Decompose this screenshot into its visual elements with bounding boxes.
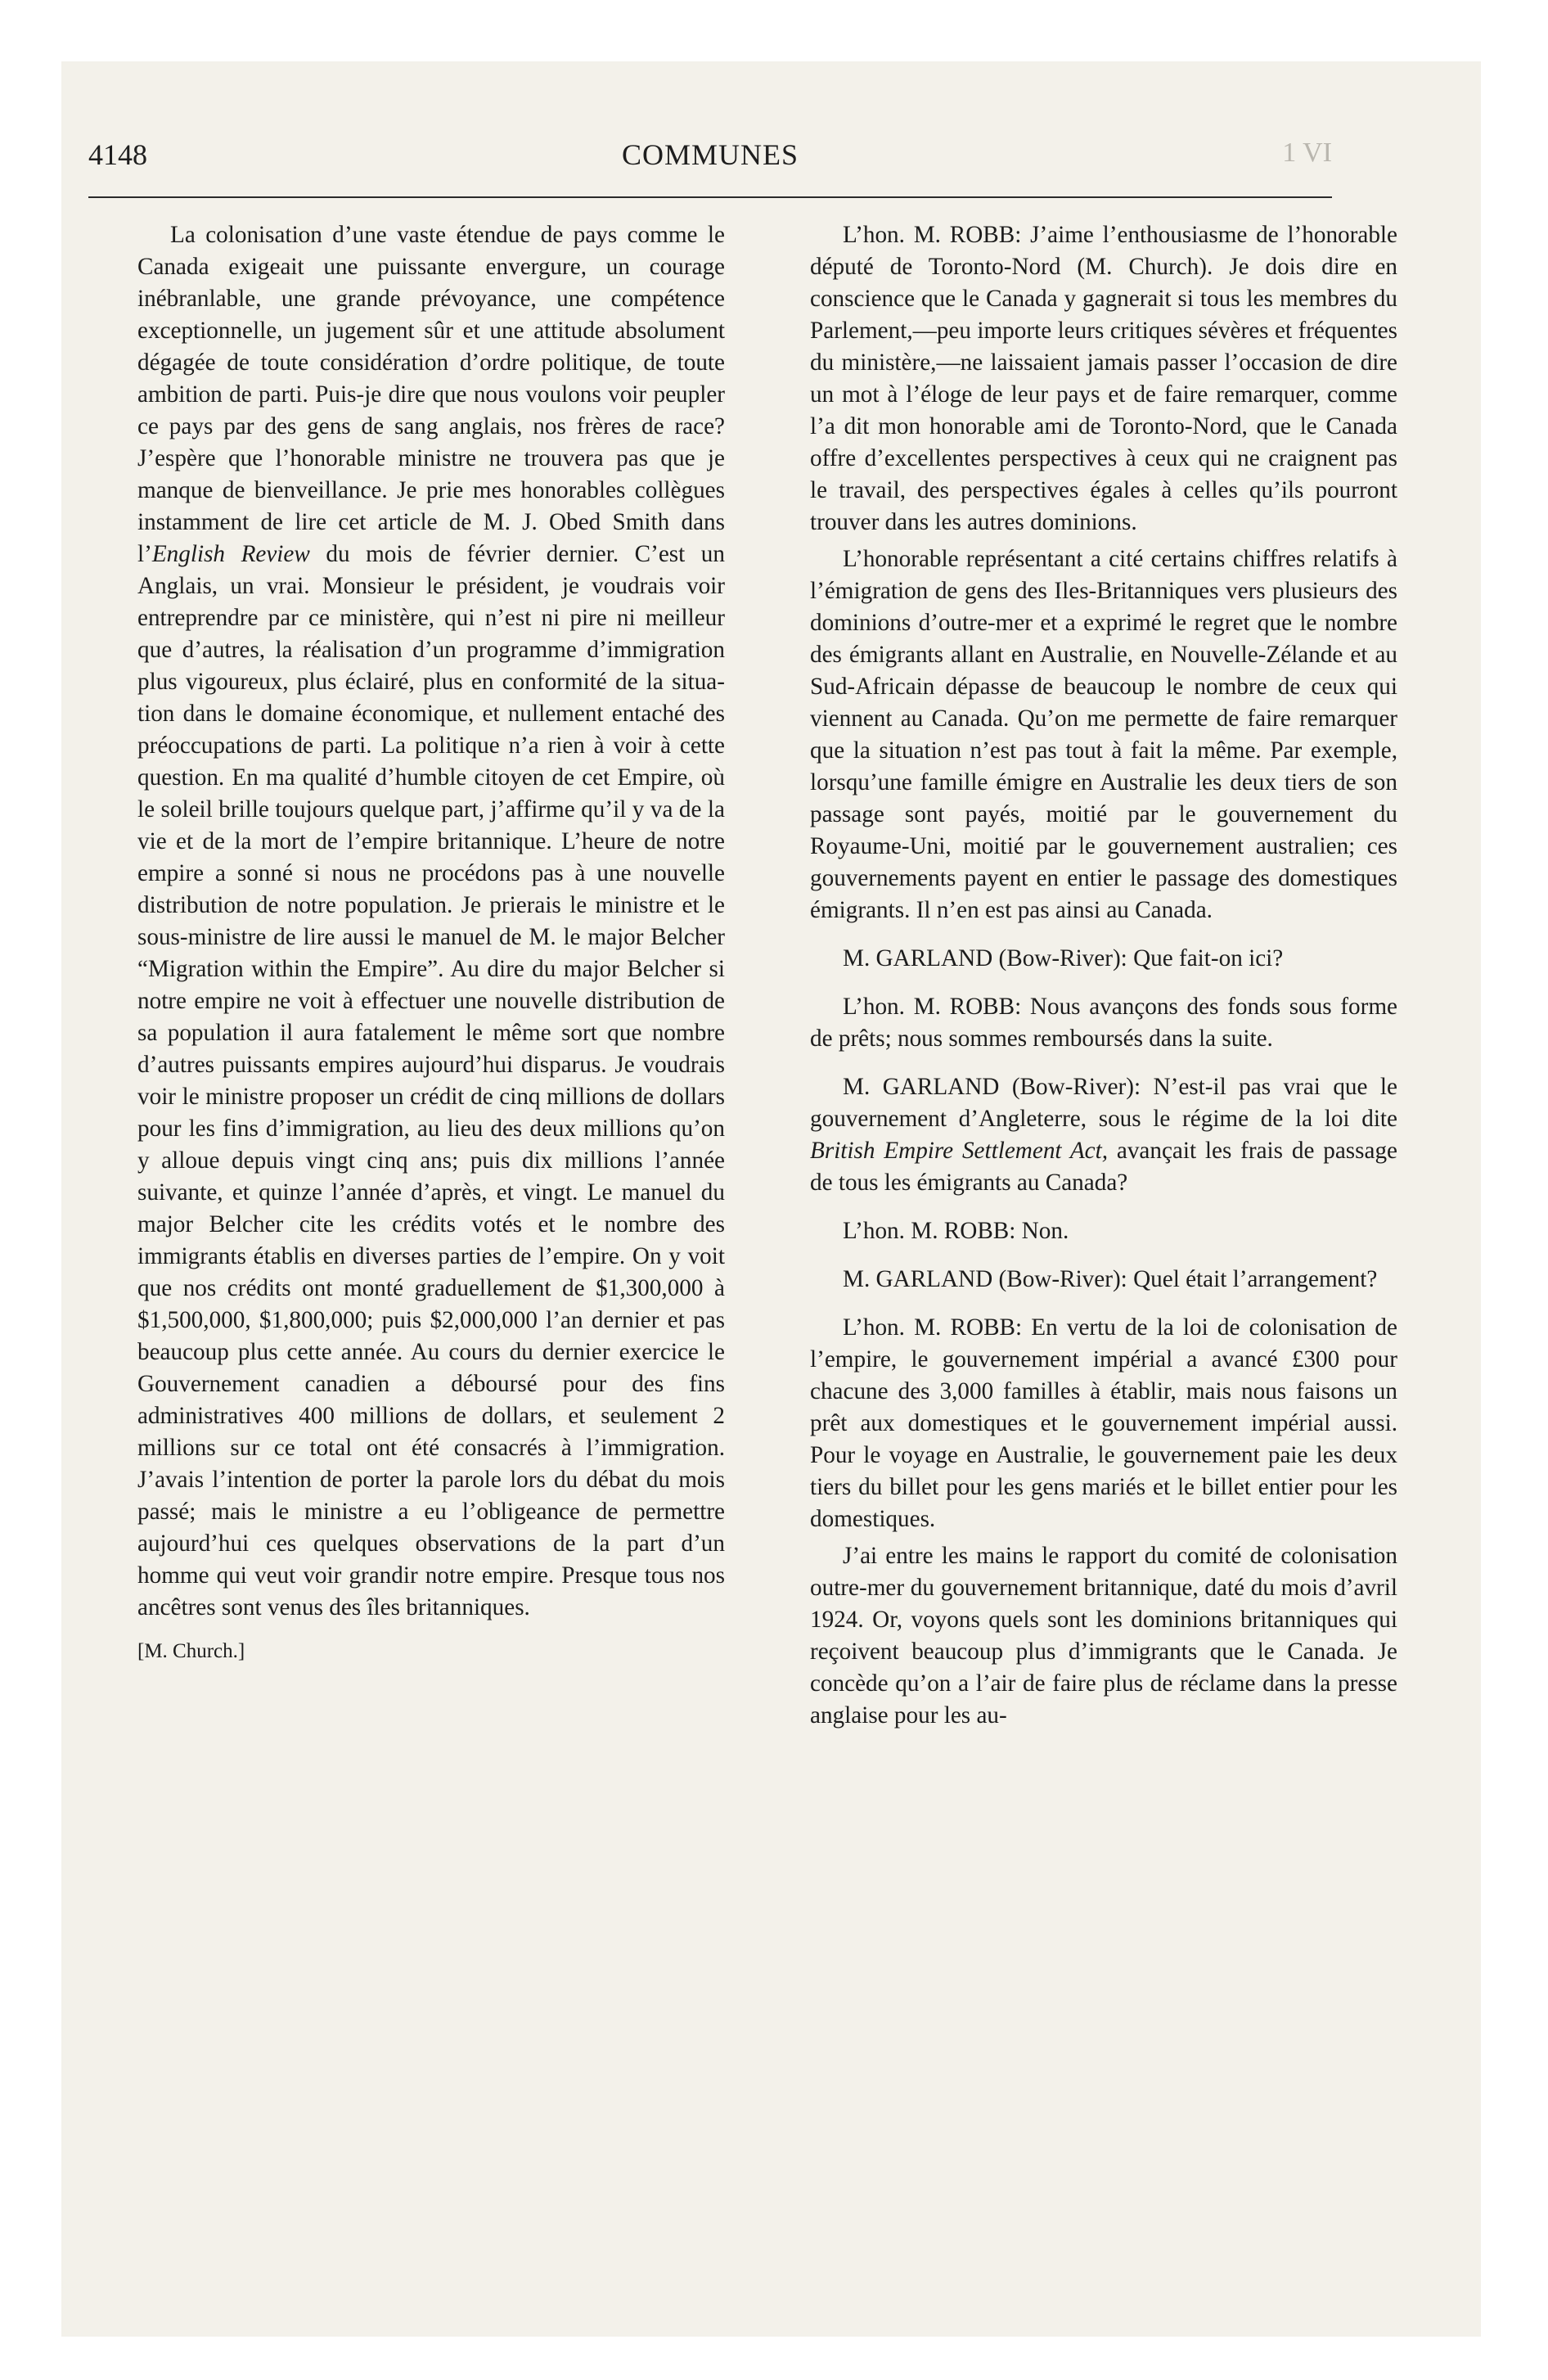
speaker-signature: [M. Church.] bbox=[137, 1640, 245, 1662]
left-column bbox=[137, 219, 725, 1667]
running-title: COMMUNES bbox=[621, 138, 799, 171]
publication-title: English Review bbox=[151, 541, 310, 567]
garland-question-3: M. GARLAND (Bow-River): Quel était l’arrangement? bbox=[843, 1266, 1378, 1292]
garland-question-2-text-1: M. GARLAND (Bow-River): N’est-il pas vrai que le gouvernement d’Angleterre, sous le régime de la loi dite bbox=[810, 1074, 1397, 1132]
garland-question-2 bbox=[810, 1071, 1397, 1199]
left-paragraph-text-2: du mois de février dernier. C’est un Anglais, un vrai. Monsieur le président, je voudrais voir entreprendre par ce ministère, qui n’est ni pire ni meilleur que d’autres, la réalisation d’un programme d’immigration plus vigoureux, plus éclairé, plus en conformité de la situation dans le domaine économique, et nullement entaché des préoccupations de parti. La politique n’a rien à voir à cette question. En ma qualité d’humble citoyen de cet Empire, où le soleil brille toujours quelque part, j’affirme qu’il y va de la vie et de la mort de l’empire britannique. L’heure de notre empire a sonné si nous ne procédons pas à une nouvelle distribution de notre population. Je prierais le ministre et le sous-ministre de lire aussi le manuel de M. le major Belcher “Migration within the Empire”. Au dire du major Belcher si notre empire ne voit à effectuer une nouvelle distribution de sa population il aura fatalement le même sort que nombre d’autres puissants empires aujourd’hui disparus. Je voudrais voir le ministre proposer un crédit de cinq millions de dollars pour les fins d’immigration, au lieu des deux millions qu’on y alloue depuis vingt cinq ans; puis dix millions l’année suivante, et quinze l’année d’après, et vingt. Le manuel du major Belcher cite les crédits votés et le nombre des immigrants établis en diverses parties de l’empire. On y voit que nos crédits ont monté graduellement de $1,300,000 à $1,500,000, $1,800,000; puis $2,000,000 l’an dernier et pas beaucoup plus cette année. Au cours du dernier exercice le Gouvernement canadien a déboursé pour des fins administratives 400 millions de dollars, et seulement 2 millions sur ce total ont été consacrés à l’immigration. J’avais l’intention de porter la parole lors du débat du mois passé; mais le ministre a eu l’obligeance de permettre aujourd’hui ces quelques observations de la part d’un homme qui veut voir grandir notre empire. Presque tous nos ancêtres sont venus des îles britanniques. bbox=[137, 541, 725, 1620]
left-paragraph-text-1: La colonisation d’une vaste étendue de pays comme le Canada exigeait une puissante envergure, un courage inébranlable, une grande prévoyance, une compétence exceptionnelle, un jugement sûr et une attitude absolument dégagée de toute considération d’ordre politique, de toute ambition de parti. Puis-je dire que nous voulons voir peupler ce pays par des gens de sang anglais, nos frères de race? J’espère que l’honorable ministre ne trouvera pas que je manque de bienveillance. Je prie mes honorables collègues instamment de lire cet article de M. J. Obed Smith dans l’ bbox=[137, 222, 725, 567]
emigration-figures-paragraph: L’honorable représentant a cité certains chiffres relatifs à l’émigration de gens des Iles-Britanniques vers plusieurs des dominions d’outre-mer et a exprimé le regret que le nombre des émigrants allant en Australie, en Nouvelle-Zélande et au Sud-Africain dépasse de beaucoup le nombre de ceux qui viennent au Canada. Qu’on me permette de faire remarquer que la situation n’est pas tout à fait la même. Par exemple, lorsqu’une famille émigre en Australie les deux tiers de son passage sont payés, moitié par le gouvernement du Royaume-Uni, moitié par le gouvernement australien; ces gouvernements payent en entier le passage des domestiques émigrants. Il n’en est pas ainsi au Canada. bbox=[810, 546, 1397, 923]
robb-reply-paragraph: L’hon. M. ROBB: J’aime l’enthousiasme de l’honorable député de Toronto-Nord (M. Church). Je dois dire en conscience que le Canada y gagnerait si tous les membres du Parlement,—peu importe leurs critiques sévères et fréquentes du ministère,—ne laissaient jamais passer l’occasion de dire un mot à l’éloge de leur pays et de faire remarquer, comme l’a dit mon honorable ami de Toronto-Nord, que le Canada offre d’excellentes perspectives à ceux qui ne craignent pas le travail, des perspectives égales à celles qu’ils pourront trouver dans les autres dominions. bbox=[810, 222, 1397, 535]
act-title: British Empire Settlement Act, bbox=[810, 1138, 1109, 1164]
corner-mark: 1 VI bbox=[1282, 137, 1332, 168]
report-paragraph: J’ai entre les mains le rapport du comité de colonisation outre-mer du gouvernement britannique, daté du mois d’avril 1924. Or, voyons quels sont les dominions britanniques qui reçoivent beaucoup plus d’immigrants que le Canada. Je concède qu’on a l’air de faire plus de réclame dans la presse anglaise pour les au- bbox=[810, 1543, 1397, 1729]
header-rule bbox=[88, 196, 1332, 198]
garland-question-1: M. GARLAND (Bow-River): Que fait-on ici? bbox=[843, 945, 1284, 971]
page-header bbox=[88, 97, 1332, 171]
left-paragraph bbox=[137, 219, 725, 1624]
robb-answer-1: L’hon. M. ROBB: Nous avançons des fonds sous forme de prêts; nous sommes remboursés dans la suite. bbox=[810, 994, 1397, 1052]
page-number: 4148 bbox=[88, 138, 147, 171]
garland-question-2-text-2: avançait les frais de passage de tous les émigrants au Canada? bbox=[810, 1138, 1397, 1196]
robb-answer-3: L’hon. M. ROBB: En vertu de la loi de colonisation de l’empire, le gouvernement impérial a avancé £300 pour chacune des 3,000 familles à établir, mais nous faisons un prêt aux domestiques et le gouvernement impérial aussi. Pour le voyage en Australie, le gouvernement paie les deux tiers du billet pour les gens mariés et le billet entier pour les domestiques. bbox=[810, 1314, 1397, 1532]
right-column bbox=[810, 219, 1397, 1748]
robb-answer-2: L’hon. M. ROBB: Non. bbox=[843, 1218, 1069, 1244]
